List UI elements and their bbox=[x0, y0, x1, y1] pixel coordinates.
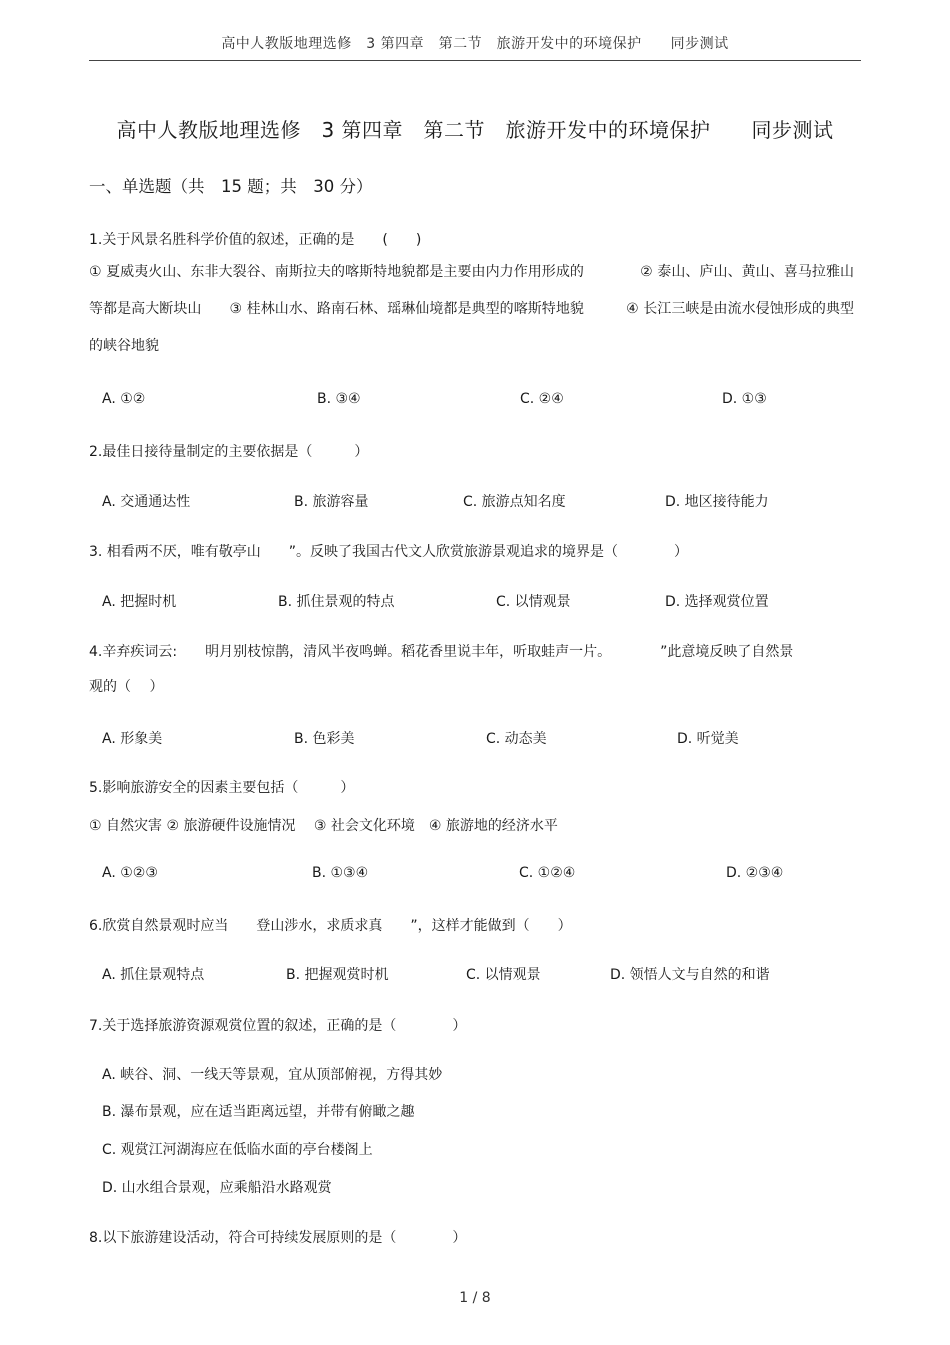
question-6-stem: 6.欣赏自然景观时应当 登山涉水，求质求真 ”，这样才能做到（ ） bbox=[89, 918, 572, 934]
question-7-option-b: B. 瀑布景观，应在适当距离远望，并带有俯瞰之趣 bbox=[102, 1104, 415, 1120]
question-3-option-a: A. 把握时机 bbox=[102, 594, 177, 610]
header-divider bbox=[89, 60, 861, 61]
question-7-option-c: C. 观赏江河湖海应在低临水面的亭台楼阁上 bbox=[102, 1142, 373, 1158]
question-6-option-b: B. 把握观赏时机 bbox=[286, 967, 389, 983]
question-2-option-b: B. 旅游容量 bbox=[294, 494, 369, 510]
question-1-option-d: D. ①③ bbox=[722, 391, 767, 407]
question-4-option-b: B. 色彩美 bbox=[294, 731, 355, 747]
question-4-option-a: A. 形象美 bbox=[102, 731, 163, 747]
question-4-stem: 4.辛弃疾词云: 明月别枝惊鹊，清风半夜鸣蝉。稻花香里说丰年，听取蛙声一片。 ”此意境反映了自然景 bbox=[89, 644, 794, 660]
question-5-statements: ① 自然灾害 ② 旅游硬件设施情况 ③ 社会文化环境 ④ 旅游地的经济水平 bbox=[89, 818, 558, 834]
question-4-stem-continued: 观的（ ） bbox=[89, 679, 164, 695]
question-2-stem: 2.最佳日接待量制定的主要依据是（ ） bbox=[89, 444, 369, 460]
question-5-option-a: A. ①②③ bbox=[102, 865, 158, 881]
question-3-option-d: D. 选择观赏位置 bbox=[665, 594, 769, 610]
question-1-statements: ① 夏威夷火山、东非大裂谷、南斯拉夫的喀斯特地貌都是主要由内力作用形成的 ② 泰山、庐山、黄山、喜马拉雅山等都是高大断块山 ③ 桂林山水、路南石林、瑶琳仙境都是典型的喀斯特地貌 ④ 长江三峡是由流水侵蚀形成的典型的峡谷地貌 bbox=[89, 264, 854, 354]
question-7-option-d: D. 山水组合景观，应乘船沿水路观赏 bbox=[102, 1180, 332, 1196]
question-1-option-b: B. ③④ bbox=[317, 391, 361, 407]
question-3-stem: 3. 相看两不厌，唯有敬亭山 ”。反映了我国古代文人欣赏旅游景观追求的境界是（ ） bbox=[89, 544, 689, 560]
question-5-stem: 5.影响旅游安全的因素主要包括（ ） bbox=[89, 780, 355, 796]
section-heading: 一、单选题（共 15 题；共 30 分） bbox=[89, 177, 373, 196]
question-1-stem: 1.关于风景名胜科学价值的叙述，正确的是 ( ) bbox=[89, 232, 422, 248]
question-8-stem: 8.以下旅游建设活动，符合可持续发展原则的是（ ） bbox=[89, 1230, 467, 1246]
question-2-option-d: D. 地区接待能力 bbox=[665, 494, 769, 510]
page-number: 1 / 8 bbox=[459, 1290, 491, 1306]
question-7-stem: 7.关于选择旅游资源观赏位置的叙述，正确的是（ ） bbox=[89, 1018, 467, 1034]
question-6-option-d: D. 领悟人文与自然的和谐 bbox=[610, 967, 770, 983]
question-3-option-b: B. 抓住景观的特点 bbox=[278, 594, 395, 610]
question-5-option-c: C. ①②④ bbox=[519, 865, 576, 881]
question-2-option-c: C. 旅游点知名度 bbox=[463, 494, 566, 510]
question-4-option-c: C. 动态美 bbox=[486, 731, 547, 747]
question-1-option-c: C. ②④ bbox=[520, 391, 564, 407]
question-1-option-a: A. ①② bbox=[102, 391, 146, 407]
question-5-option-d: D. ②③④ bbox=[726, 865, 784, 881]
running-header: 高中人教版地理选修 3 第四章 第二节 旅游开发中的环境保护 同步测试 bbox=[221, 36, 729, 52]
question-2-option-a: A. 交通通达性 bbox=[102, 494, 191, 510]
document-title: 高中人教版地理选修 3 第四章 第二节 旅游开发中的环境保护 同步测试 bbox=[116, 118, 834, 142]
question-5-option-b: B. ①③④ bbox=[312, 865, 369, 881]
question-4-option-d: D. 听觉美 bbox=[677, 731, 739, 747]
question-3-option-c: C. 以情观景 bbox=[496, 594, 571, 610]
question-7-option-a: A. 峡谷、洞、一线天等景观，宜从顶部俯视，方得其妙 bbox=[102, 1067, 443, 1083]
question-6-option-c: C. 以情观景 bbox=[466, 967, 541, 983]
question-6-option-a: A. 抓住景观特点 bbox=[102, 967, 205, 983]
